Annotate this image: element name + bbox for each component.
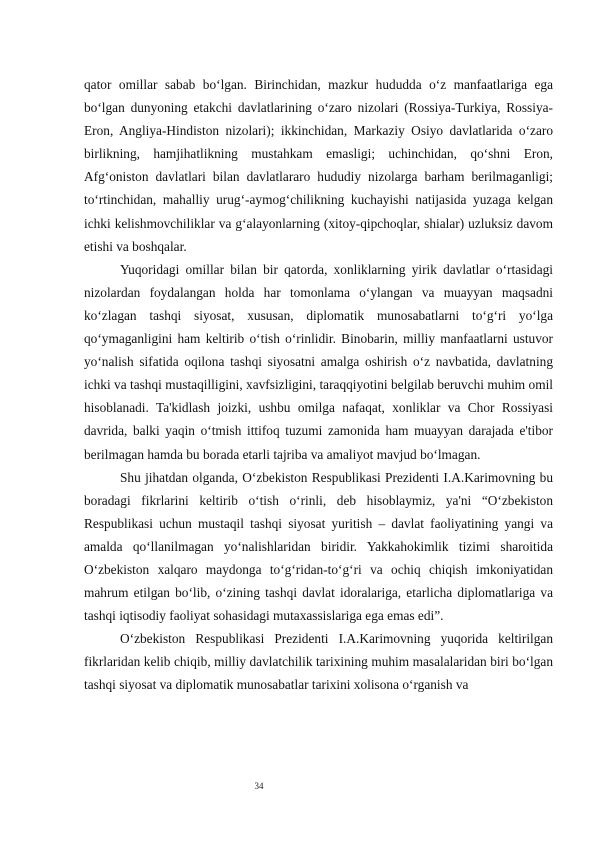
body-text: [84, 73, 553, 697]
page-number: 34: [254, 781, 264, 791]
paragraph-2: Yuqoridagi omillar bilan bir qatorda, xonliklarning yirik davlatlar o‘rtasidagi nizolardan foydalangan holda har tomonlama o‘ylangan va muayyan maqsadni ko‘zlagan tashqi siyosat, xususan, diplomatik munosabatlarni to‘g‘ri yo‘lga qo‘ymaganligini ham keltirib o‘tish o‘rinlidir. Binobarin, milliy manfaatlarni ustuvor yo‘nalish sifatida oqilona tashqi siyosatni amalga oshirish o‘z navbatida, davlatning ichki va tashqi mustaqilligini, xavfsizligini, taraqqiyotini belgilab beruvchi muhim omil hisoblanadi. Ta'kidlash joizki, ushbu omilga nafaqat, xonliklar va Chor Rossiyasi davrida, balki yaqin o‘tmish ittifoq tuzumi zamonida ham muayyan darajada e'tibor berilmagan hamda bu borada etarli tajriba va amaliyot mavjud bo‘lmagan.: [84, 261, 553, 462]
paragraph-1: qator omillar sabab bo‘lgan. Birinchidan, mazkur hududda o‘z manfaatlariga ega bo‘lgan dunyoning etakchi davlatlarining o‘zaro nizolari (Rossiya-Turkiya, Rossiya-Eron, Angliya-Hindiston nizolari); ikkinchidan, Markaziy Osiyo davlatlarida o‘zaro birlikning, hamjihatlikning mustahkam emasligi; uchinchidan, qo‘shni Eron, Afg‘oniston davlatlari bilan davlatlararo hududiy nizolarga barham berilmaganligi; to‘rtinchidan, mahalliy urug‘-aymog‘chilikning kuchayishi natijasida yuzaga kelgan ichki kelishmovchiliklar va g‘alayonlarning (xitoy-qipchoqlar, shialar) uzluksiz davom etishi va boshqalar.: [84, 77, 553, 254]
paragraph-3: Shu jihatdan olganda, O‘zbekiston Respublikasi Prezidenti I.A.Karimovning bu boradagi fikrlarini keltirib o‘tish o‘rinli, deb hisoblaymiz, ya'ni “O‘zbekiston Respublikasi uchun mustaqil tashqi siyosat yuritish – davlat faoliyatining yangi va amalda qo‘llanilmagan yo‘nalishlaridan biridir. Yakkahokimlik tizimi sharoitida O‘zbekiston xalqaro maydonga to‘g‘ridan-to‘g‘ri va ochiq chiqish imkoniyatidan mahrum etilgan bo‘lib, o‘zining tashqi davlat idoralariga, etarlicha diplomatlariga va tashqi iqtisodiy faoliyat sohasidagi mutaxassislariga ega emas edi”.: [84, 469, 553, 624]
paragraph-4: O‘zbekiston Respublikasi Prezidenti I.A.Karimovning yuqorida keltirilgan fikrlaridan kelib chiqib, milliy davlatchilik tarixining muhim masalalaridan biri bo‘lgan tashqi siyosat va diplomatik munosabatlar tarixini xolisona o‘rganish va: [84, 631, 553, 693]
